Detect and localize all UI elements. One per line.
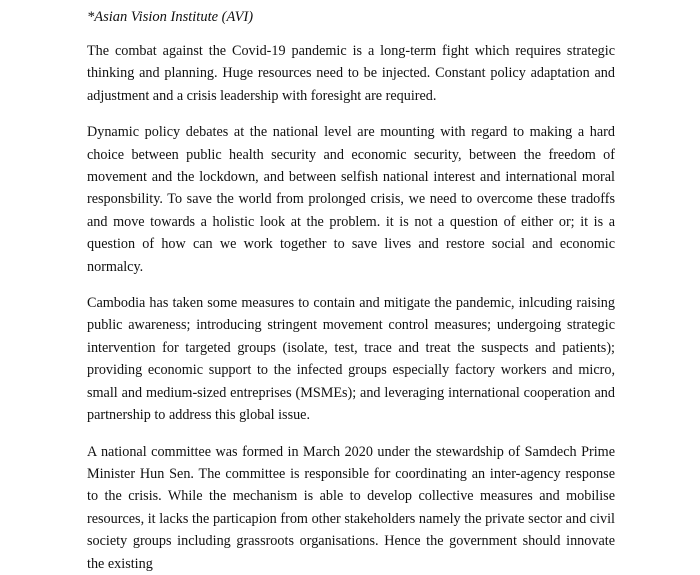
- document-body: [87, 40, 615, 575]
- paragraph-cambodia-measures: Cambodia has taken some measures to contain and mitigate the pandemic, inlcuding raising public awareness; introducing stringent movement control measures; undergoing strategic intervention for targeted groups (isolate, test, trace and treat the suspects and patients); providing economic support to the infected groups especially factory workers and micro, small and medium-sized entreprises (MSMEs); and leveraging international cooperation and partnership to address this global issue.: [87, 295, 615, 424]
- author-affiliation: *Asian Vision Institute (AVI): [87, 9, 254, 25]
- paragraph-policy-debates: Dynamic policy debates at the national level are mounting with regard to making a hard choice between public health security and economic security, between the freedom of movement and the lockdown, and between selfish national interest and international moral responsbility. To save the world from prolonged crisis, we need to overcome these tradoffs and move towards a holistic look at the problem. it is not a question of either or; it is a question of how can we work together to save lives and restore social and economic normalcy.: [87, 124, 615, 275]
- paragraph-national-committee: A national committee was formed in March 2020 under the stewardship of Samdech Prime Minister Hun Sen. The committee is responsible for coordinating an inter-agency response to the crisis. While the mechanism is able to develop collective measures and mobilise resources, it lacks the particapion from other stakeholders namely the private sector and civil society groups including grassroots organisations. Hence the government should innovate the existing: [87, 443, 615, 572]
- paragraph-covid-fight: The combat against the Covid-19 pandemic is a long-term fight which requires strategic thinking and planning. Huge resources need to be injected. Constant policy adaptation and adjustment and a crisis leadership with foresight are required.: [87, 43, 615, 104]
